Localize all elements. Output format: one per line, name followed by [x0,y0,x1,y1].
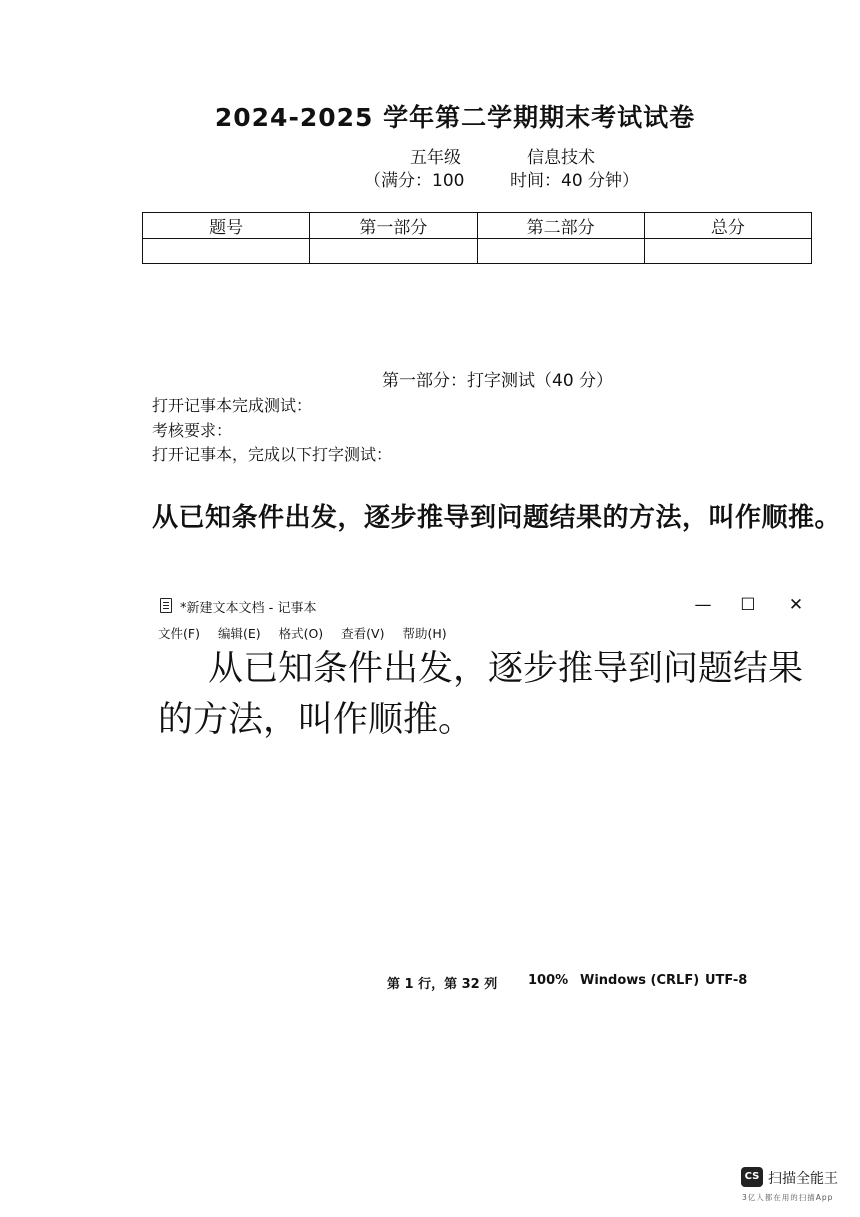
score-table [142,212,812,264]
menu-view[interactable]: 查看(V) [341,626,385,641]
score-cell [644,239,811,264]
status-position: 第 1 行，第 32 列 [387,977,498,992]
score-cell [477,239,644,264]
part1-title: 第一部分：打字测试（40 分） [382,371,614,391]
menu-help[interactable]: 帮助(H) [402,626,447,641]
score-table-row [143,239,812,264]
exam-title: 2024-2025 学年第二学期期末考试试卷 [214,103,696,132]
minimize-button[interactable]: — [694,595,712,615]
instruction-line: 考核要求： [152,421,233,440]
header-cell-part1: 第一部分 [310,213,477,239]
score-cell [143,239,310,264]
header-cell-part2: 第二部分 [477,213,644,239]
watermark-name: 扫描全能王 [768,1171,838,1187]
instruction-line: 打开记事本完成测试： [152,396,313,415]
header-cell-total: 总分 [644,213,811,239]
maximize-button[interactable]: ☐ [740,595,756,615]
score-table-header-row [143,213,812,239]
subject-label: 信息技术 [527,148,595,168]
window-title: *新建文本文档 - 记事本 [180,601,317,616]
notepad-icon [160,598,172,613]
menu-file[interactable]: 文件(F) [158,626,200,641]
status-encoding: UTF-8 [705,973,748,988]
watermark-tagline: 3亿人都在用的扫描App [742,1193,834,1202]
menu-bar [158,624,461,642]
menu-format[interactable]: 格式(O) [278,626,324,641]
grade-label: 五年级 [410,148,461,168]
time-label: 时间：40 分钟） [510,171,640,191]
editor-text-area[interactable]: 从已知条件出发，逐步推导到问题结果的方法，叫作顺推。 [158,649,804,740]
full-score-label: （满分：100 [364,171,465,191]
score-cell [310,239,477,264]
sample-text: 从已知条件出发，逐步推导到问题结果的方法，叫作顺推。 [152,503,842,533]
camscanner-logo-icon: CS [741,1167,763,1187]
close-button[interactable]: ✕ [788,595,804,615]
instruction-line: 打开记事本，完成以下打字测试： [152,445,393,464]
header-cell-number: 题号 [143,213,310,239]
menu-edit[interactable]: 编辑(E) [217,626,261,641]
status-line-ending: Windows (CRLF) [580,973,700,988]
status-zoom: 100% [528,973,569,988]
